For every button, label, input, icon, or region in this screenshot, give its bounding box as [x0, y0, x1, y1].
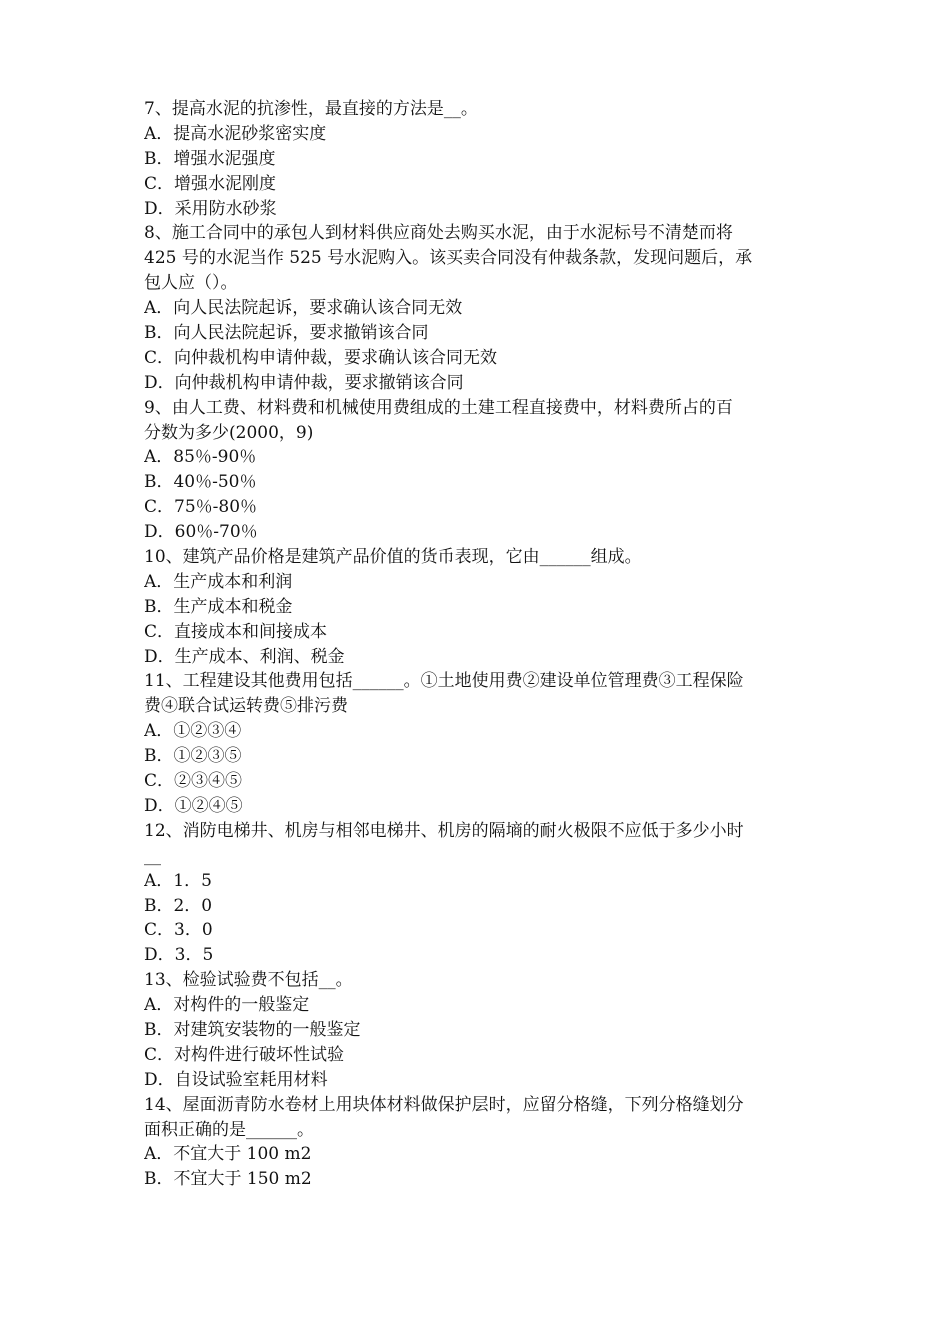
q14-option-a: A．不宜大于 100 m2 [144, 1144, 312, 1165]
q10-option-d: D．生产成本、利润、税金 [144, 646, 345, 667]
q12-stem-line-2: __ [144, 845, 161, 866]
q13-option-c: C．对构件进行破坏性试验 [144, 1044, 345, 1065]
q7-stem: 7、提高水泥的抗渗性，最直接的方法是__。 [144, 99, 478, 119]
q12-option-d: D．3．5 [144, 945, 214, 966]
q9-stem-line-2: 分数为多少(2000，9) [144, 422, 314, 443]
q9-stem-line-1: 9、由人工费、材料费和机械使用费组成的土建工程直接费中，材料费所占的百 [144, 397, 733, 418]
q11-option-d: D．①②④⑤ [144, 795, 243, 816]
q12-option-b: B．2．0 [144, 895, 213, 916]
q10-option-b: B．生产成本和税金 [144, 596, 293, 617]
q12-option-a: A．1．5 [144, 870, 212, 891]
q9-option-c: C．75％-80％ [144, 497, 258, 518]
q14-stem-line-2: 面积正确的是______。 [144, 1119, 314, 1140]
q11-option-a: A．①②③④ [144, 721, 242, 742]
q10-option-a: A．生产成本和利润 [144, 571, 293, 592]
q11-option-b: B．①②③⑤ [144, 746, 242, 767]
q12-stem-line-1: 12、消防电梯井、机房与相邻电梯井、机房的隔墒的耐火极限不应低于多少小时 [144, 820, 744, 841]
q14-option-b: B．不宜大于 150 m2 [144, 1169, 312, 1190]
q13-option-a: A．对构件的一般鉴定 [144, 995, 310, 1016]
q9-option-d: D．60％-70％ [144, 522, 258, 543]
q7-option-a: A．提高水泥砂浆密实度 [144, 123, 327, 144]
q8-stem-line-1: 8、施工合同中的承包人到材料供应商处去购买水泥，由于水泥标号不清楚而将 [144, 223, 733, 244]
q14-stem-line-1: 14、屋面沥青防水卷材上用块体材料做保护层时，应留分格缝，下列分格缝划分 [144, 1094, 744, 1115]
q8-stem-line-2: 425 号的水泥当作 525 号水泥购入。该买卖合同没有仲裁条款，发现问题后，承 [144, 248, 753, 269]
q7-option-b: B．增强水泥强度 [144, 148, 276, 169]
q8-option-b: B．向人民法院起诉，要求撤销该合同 [144, 323, 429, 344]
q13-option-b: B．对建筑安装物的一般鉴定 [144, 1019, 361, 1040]
q8-option-a: A．向人民法院起诉，要求确认该合同无效 [144, 298, 463, 319]
q10-option-c: C．直接成本和间接成本 [144, 621, 328, 642]
q13-stem: 13、检验试验费不包括__。 [144, 970, 353, 991]
q9-option-a: A．85％-90％ [144, 447, 257, 468]
q10-stem: 10、建筑产品价格是建筑产品价值的货币表现，它由______组成。 [144, 547, 642, 568]
q8-stem-line-3: 包人应（）。 [144, 273, 238, 294]
q11-stem-line-1: 11、工程建设其他费用包括______。①土地使用费②建设单位管理费③工程保险 [144, 671, 744, 692]
q7-option-c: C．增强水泥刚度 [144, 173, 277, 194]
q8-option-d: D．向仲裁机构申请仲裁，要求撤销该合同 [144, 372, 464, 393]
q11-stem-line-2: 费④联合试运转费⑤排污费 [144, 696, 348, 717]
q13-option-d: D．自设试验室耗用材料 [144, 1069, 328, 1090]
question-list [144, 97, 812, 1192]
q8-option-c: C．向仲裁机构申请仲裁，要求确认该合同无效 [144, 347, 498, 368]
q9-option-b: B．40％-50％ [144, 472, 257, 493]
q11-option-c: C．②③④⑤ [144, 771, 243, 792]
q7-option-d: D．采用防水砂浆 [144, 198, 277, 219]
q12-option-c: C．3．0 [144, 920, 213, 941]
